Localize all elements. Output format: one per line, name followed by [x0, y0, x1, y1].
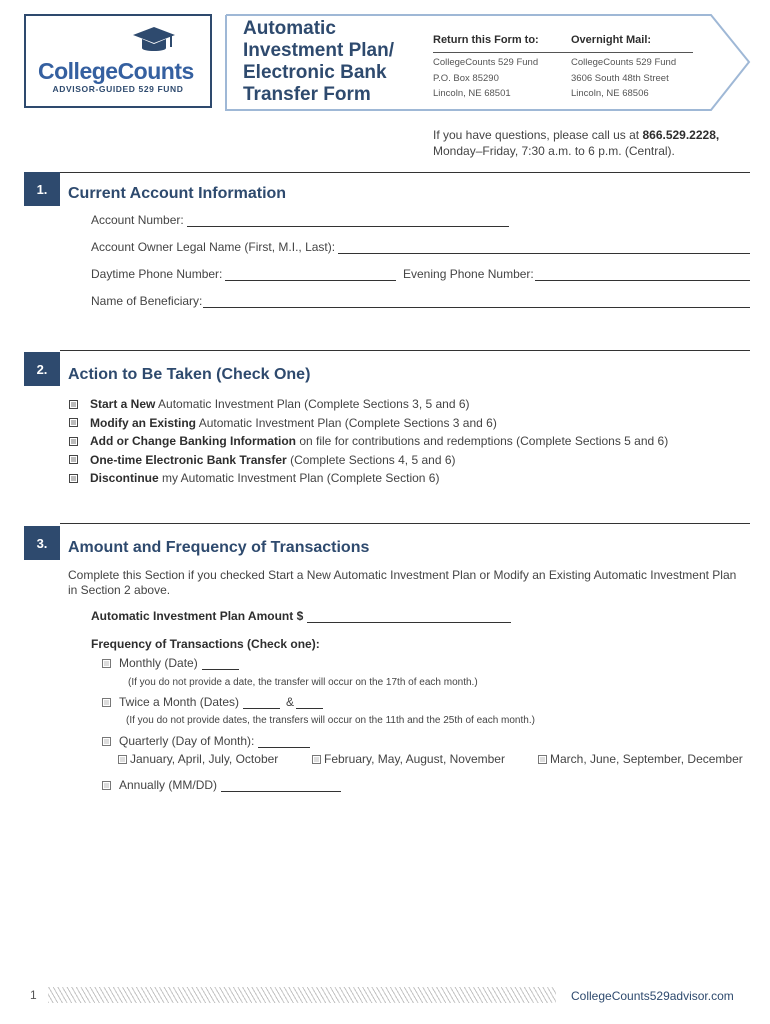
return-address — [433, 55, 538, 102]
divider — [433, 52, 693, 53]
frequency-label: Frequency of Transactions (Check one): — [91, 637, 320, 651]
option-label: Add or Change Banking Information on file for contributions and redemptions (Complete Sections 5 and 6) — [90, 434, 669, 449]
beneficiary-field — [91, 294, 750, 308]
annual-date-input[interactable] — [221, 778, 341, 792]
quarter-options — [118, 752, 758, 768]
annually-option — [102, 778, 341, 792]
action-option — [69, 432, 668, 451]
monthly-option — [102, 656, 239, 670]
checkbox[interactable] — [69, 418, 78, 427]
address-line: Lincoln, NE 68506 — [571, 88, 649, 99]
field-label: Automatic Investment Plan Amount $ — [91, 609, 304, 623]
logo-tagline: ADVISOR-GUIDED 529 FUND — [52, 84, 184, 94]
field-label: Account Owner Legal Name (First, M.I., Last): — [91, 240, 336, 254]
address-line: 3606 South 48th Street — [571, 72, 669, 84]
checkbox[interactable] — [69, 474, 78, 483]
action-option — [69, 414, 668, 433]
section-rule — [60, 523, 750, 524]
checkbox[interactable] — [102, 737, 111, 746]
evening-phone-input[interactable] — [535, 267, 750, 281]
section-rule — [60, 350, 750, 351]
option-label: February, May, August, November — [324, 752, 505, 766]
address-line: CollegeCounts 529 Fund — [571, 57, 677, 68]
option-label: Annually (MM/DD) — [119, 778, 218, 792]
twice-monthly-option — [102, 695, 323, 709]
form-title: Automatic Investment Plan/ Electronic Bank Transfer Form — [243, 18, 394, 105]
quarterly-day-input[interactable] — [258, 734, 310, 748]
checkbox[interactable] — [69, 400, 78, 409]
checkbox[interactable] — [102, 659, 111, 668]
section-heading: Amount and Frequency of Transactions — [68, 539, 370, 556]
address-line: P.O. Box 85290 — [433, 72, 499, 84]
quarterly-option — [102, 734, 310, 748]
action-option — [69, 395, 668, 414]
evening-phone-field — [403, 267, 750, 281]
action-option — [69, 451, 668, 470]
section-number: 3. — [24, 526, 60, 560]
monthly-date-input[interactable] — [202, 656, 239, 670]
action-options — [69, 395, 668, 488]
checkbox[interactable] — [69, 455, 78, 464]
option-label: March, June, September, December — [550, 752, 743, 766]
return-heading: Return this Form to: — [433, 34, 539, 46]
account-number-field — [91, 213, 509, 227]
quarter-option — [312, 752, 505, 766]
section-heading: Current Account Information — [68, 185, 287, 202]
checkbox[interactable] — [118, 755, 127, 764]
option-label: Discontinue my Automatic Investment Plan (Complete Section 6) — [90, 471, 440, 486]
action-option — [69, 469, 668, 488]
field-label: Evening Phone Number: — [403, 267, 534, 281]
graduation-cap-icon — [131, 25, 177, 57]
contact-hours: Monday–Friday, 7:30 a.m. to 6 p.m. (Central). — [433, 144, 675, 158]
monthly-note: (If you do not provide a date, the transfer will occur on the 17th of each month.) — [128, 677, 478, 688]
field-label: Name of Beneficiary: — [91, 294, 203, 308]
twice-date1-input[interactable] — [243, 695, 280, 709]
daytime-phone-field — [91, 267, 396, 281]
option-label: Start a New Automatic Investment Plan (Complete Sections 3, 5 and 6) — [90, 397, 470, 412]
section-heading: Action to Be Taken (Check One) — [68, 366, 311, 383]
address-line: Lincoln, NE 68501 — [433, 88, 511, 99]
owner-name-input[interactable] — [338, 240, 750, 254]
overnight-heading: Overnight Mail: — [571, 34, 652, 46]
quarter-option — [118, 752, 278, 766]
option-label: Monthly (Date) — [119, 656, 198, 670]
twice-date2-input[interactable] — [296, 695, 323, 709]
option-label: Twice a Month (Dates) — [119, 695, 240, 709]
contact-prefix: If you have questions, please call us at — [433, 128, 643, 142]
contact-info — [433, 127, 719, 159]
page-number: 1 — [30, 988, 37, 1002]
logo-wordmark: CollegeCounts — [38, 58, 194, 84]
checkbox[interactable] — [102, 781, 111, 790]
amount-input[interactable] — [307, 609, 511, 623]
field-label: Daytime Phone Number: — [91, 267, 223, 281]
option-label: January, April, July, October — [130, 752, 279, 766]
checkbox[interactable] — [102, 698, 111, 707]
option-label: One-time Electronic Bank Transfer (Complete Sections 4, 5 and 6) — [90, 452, 456, 467]
option-label: Modify an Existing Automatic Investment Plan (Complete Sections 3 and 6) — [90, 415, 497, 430]
footer-url[interactable]: CollegeCounts529advisor.com — [571, 989, 734, 1003]
section-number: 2. — [24, 352, 60, 386]
section-intro: Complete this Section if you checked Start a New Automatic Investment Plan or Modify an Existing Automatic Investment Plan in Section 2 above. — [68, 568, 737, 597]
beneficiary-input[interactable] — [203, 294, 750, 308]
checkbox[interactable] — [312, 755, 321, 764]
account-number-input[interactable] — [187, 213, 509, 227]
checkbox[interactable] — [538, 755, 547, 764]
field-label: Account Number: — [91, 213, 184, 227]
checkbox[interactable] — [69, 437, 78, 446]
option-label: Quarterly (Day of Month): — [119, 734, 255, 748]
amount-field — [91, 609, 511, 623]
contact-phone[interactable]: 866.529.2228, — [642, 128, 720, 142]
ampersand: & — [286, 695, 295, 709]
owner-name-field — [91, 240, 750, 254]
quarter-option — [538, 752, 743, 766]
address-line: CollegeCounts 529 Fund — [433, 57, 539, 68]
daytime-phone-input[interactable] — [225, 267, 396, 281]
section-rule — [60, 172, 750, 173]
overnight-address — [571, 55, 676, 102]
twice-note: (If you do not provide dates, the transfers will occur on the 11th and the 25th of each month.) — [126, 715, 535, 726]
section-number: 1. — [24, 172, 60, 206]
footer-hatch — [48, 987, 556, 1003]
